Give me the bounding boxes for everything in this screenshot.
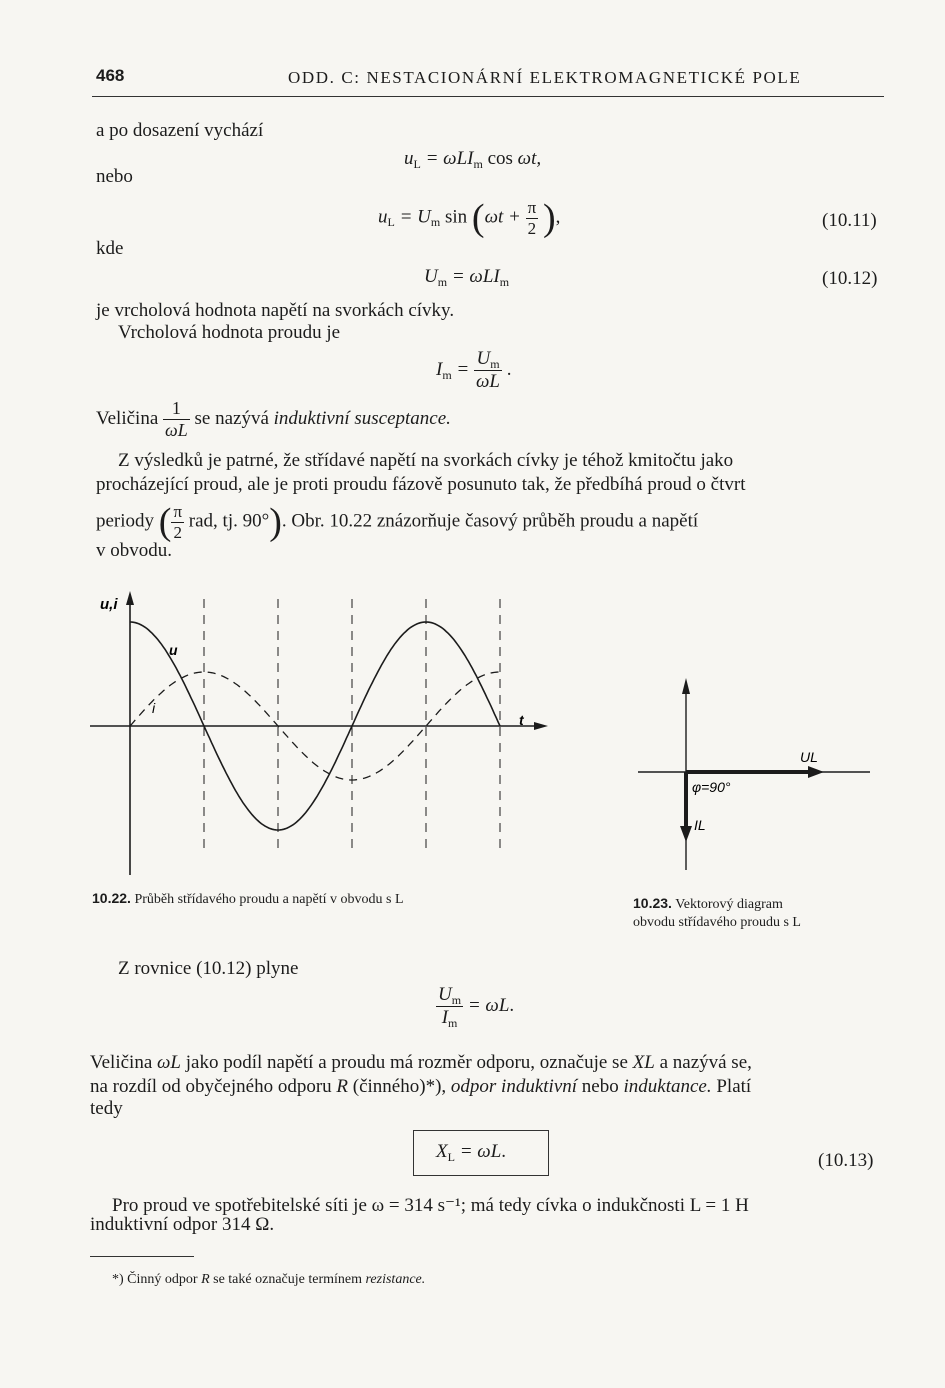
figure-10-23-phasor xyxy=(630,670,880,880)
paragraph-1-line-3: periody ( $\frac{\pi}{2}$ rad, tj. 90°). Obr. 10.22 znázorňuje časový průběh proudu a napětí xyxy=(96,501,699,543)
text-z-rovnice: Z rovnice (10.12) plyne xyxy=(118,958,299,979)
vertical-axis-arrow xyxy=(682,678,690,694)
header-rule xyxy=(92,96,884,97)
figure-10-22-waveforms xyxy=(80,585,560,885)
text-velicina-susceptance: Veličina $\frac{1}{\omega L}$ se nazývá induktivní susceptance. xyxy=(96,398,451,440)
paragraph-2-line-2: na rozdíl od obyčejného odporu R (činného)*), odpor induktivní nebo induktance. Platí xyxy=(90,1076,752,1097)
text-a-po-dosazeni: a po dosazení vychází xyxy=(96,120,264,141)
label-ui: u,i xyxy=(100,596,118,613)
text-nebo: nebo xyxy=(96,166,133,187)
equation-number-10-12: (10.12) xyxy=(822,268,878,289)
phasor-UL-arrow xyxy=(808,766,824,778)
text-kde: kde xyxy=(96,238,124,259)
caption-10-23: 10.23. Vektorový diagram obvodu střídavého proudu s L xyxy=(633,895,801,930)
equation-um: $U_m = \omega LI_m$ xyxy=(424,266,510,289)
paragraph-2-line-1: Veličina ωL jako podíl napětí a proudu má rozměr odporu, označuje se XL a nazývá se, xyxy=(90,1052,752,1073)
axes xyxy=(90,591,548,875)
equation-ul-sin: $u_L = U_m$ sin (ωt + $\frac{\pi}{2}$ ), xyxy=(378,197,561,239)
running-title: ODD. C: NESTACIONÁRNÍ ELEKTROMAGNETICKÉ POLE xyxy=(288,68,802,87)
text-vrcholova-napeti: je vrcholová hodnota napětí na svorkách cívky. xyxy=(96,300,455,321)
paragraph-1-line-1: Z výsledků je patrné, že střídavé napětí na svorkách cívky je téhož kmitočtu jako xyxy=(118,450,734,471)
footnote: *) Činný odpor R se také označuje termínem rezistance. xyxy=(112,1272,426,1287)
equation-xl: $X_L = \omega L$. xyxy=(436,1141,507,1164)
label-t: t xyxy=(519,712,524,728)
page-number: 468 xyxy=(96,66,125,85)
label-phi: φ=90° xyxy=(692,779,731,795)
footnote-rule xyxy=(90,1256,194,1257)
equation-im: $I_m$ = $\frac{U_m}{\omega L}$ . xyxy=(436,348,512,392)
equation-ul-cos: $u_L = \omega LI_m$ cos ωt, xyxy=(404,148,542,171)
paragraph-1-line-2: procházející proud, ale je proti proudu fázově posunuto tak, že předbíhá proud o čtvrt xyxy=(96,474,746,495)
paragraph-3-line-2: induktivní odpor 314 Ω. xyxy=(90,1214,275,1235)
phasor-IL-arrow xyxy=(680,826,692,842)
equation-um-im: $\frac{U_m}{I_m}$ = ωL. xyxy=(438,984,515,1030)
caption-10-22: 10.22. Průběh střídavého proudu a napětí v obvodu s L xyxy=(92,890,404,907)
paragraph-3-line-1: Pro proud ve spotřebitelské síti je ω = 314 s⁻¹; má tedy cívka o indukčnosti L = 1 H xyxy=(112,1195,749,1216)
label-u: u xyxy=(169,642,178,658)
paragraph-1-line-4: v obvodu. xyxy=(96,540,172,561)
equation-number-10-11: (10.11) xyxy=(822,210,877,231)
t-axis-arrow xyxy=(534,722,548,730)
paragraph-2-line-3: tedy xyxy=(90,1098,123,1119)
text-vrcholova-proudu: Vrcholová hodnota proudu je xyxy=(118,322,341,343)
y-axis-arrow xyxy=(126,591,134,605)
label-i: i xyxy=(152,700,156,716)
label-IL: IL xyxy=(694,817,706,833)
equation-number-10-13: (10.13) xyxy=(818,1150,874,1171)
label-UL: UL xyxy=(800,749,818,765)
